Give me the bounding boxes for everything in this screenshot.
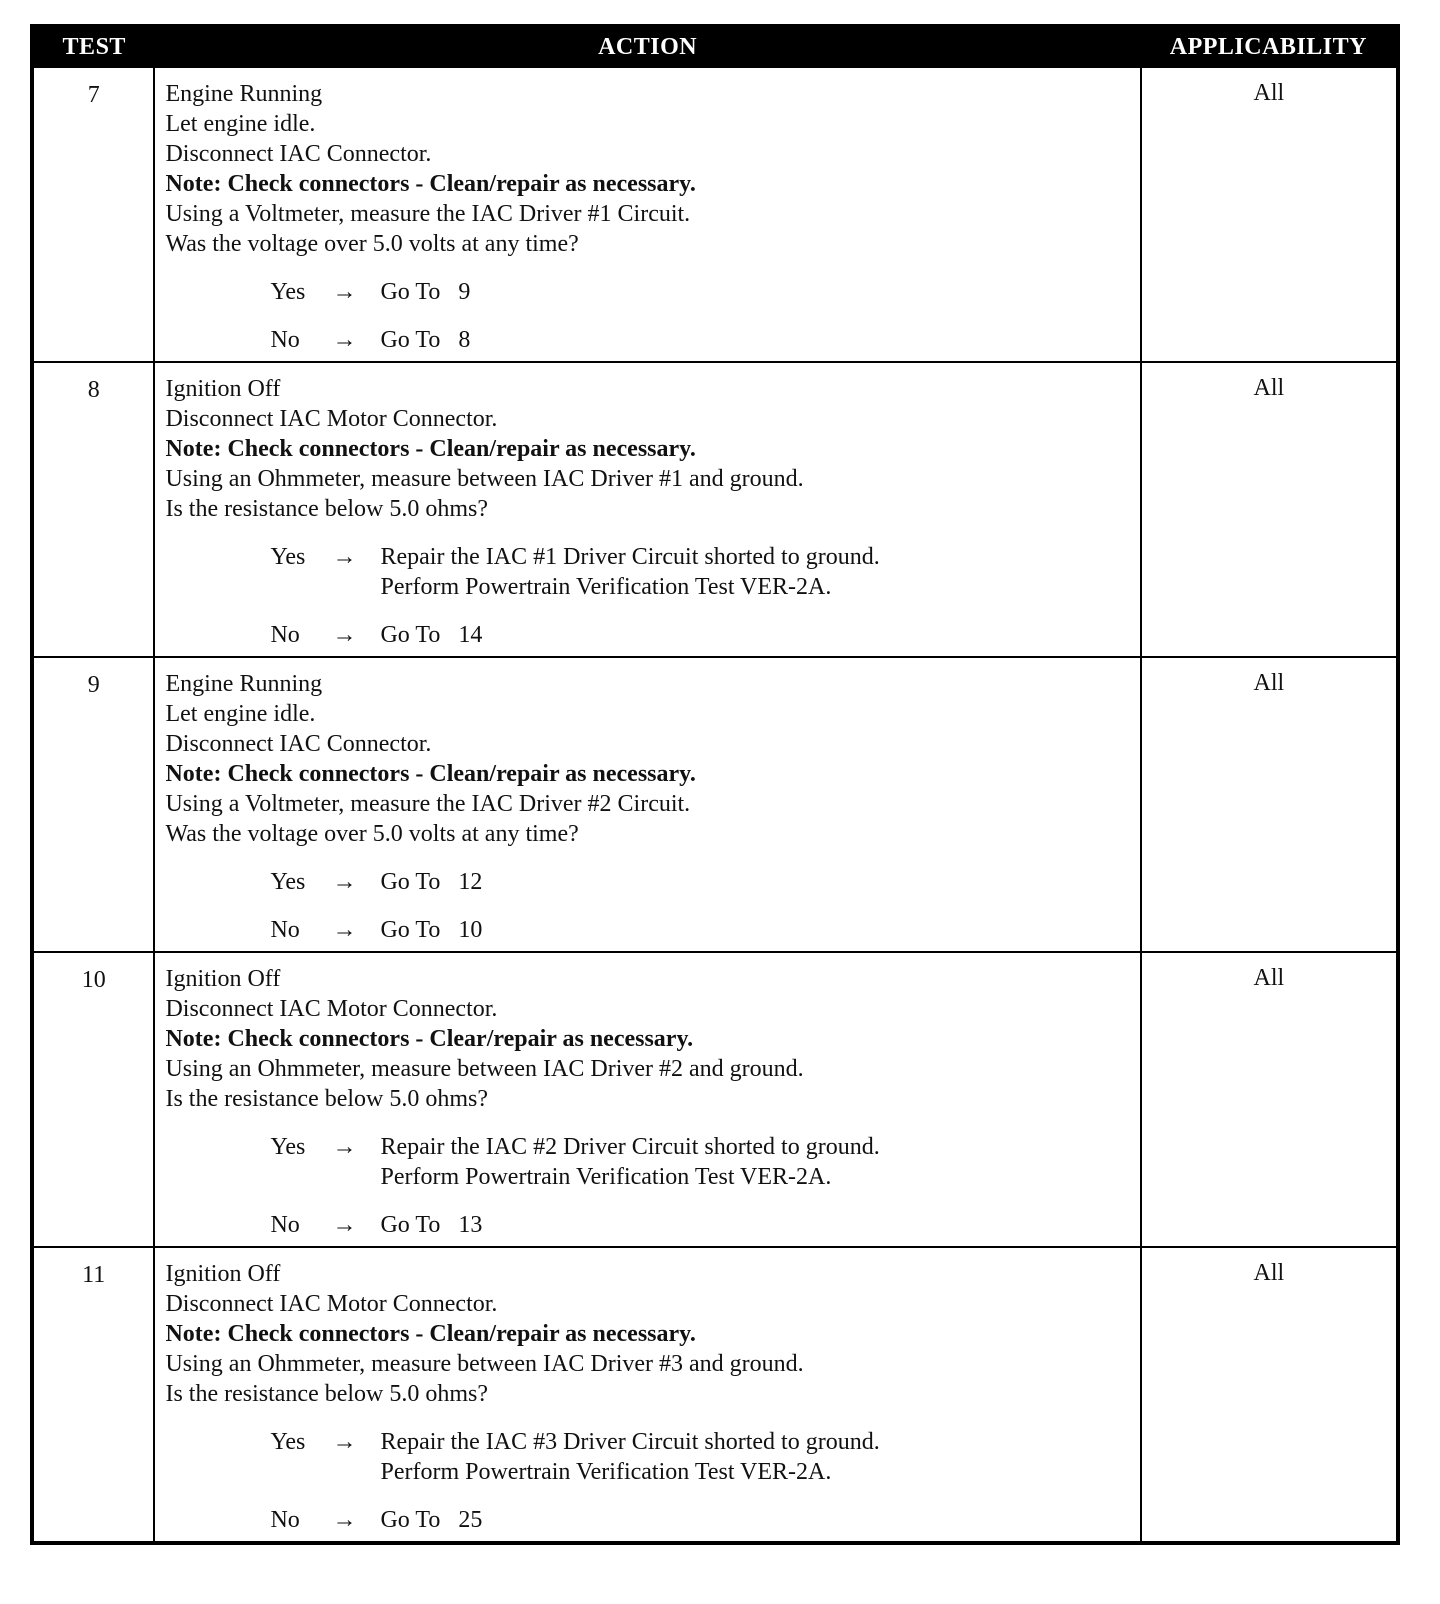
test-number: 9 (34, 657, 154, 952)
table-row (34, 657, 1396, 952)
no-outcome-line: Go To 8 (380, 327, 471, 353)
action-note: Note: Check connectors - Clean/repair as necessary. (165, 1321, 696, 1347)
yes-outcome-line: Go To 9 (380, 279, 471, 305)
arrow-right-icon: → (332, 279, 357, 305)
action-step: Is the resistance below 5.0 ohms? (165, 1086, 489, 1112)
action-step: Disconnect IAC Connector. (165, 731, 432, 757)
no-label: No (270, 917, 300, 943)
no-label: No (270, 622, 300, 648)
arrow-right-icon: → (332, 1429, 357, 1455)
yes-label: Yes (270, 544, 306, 570)
action-step: Was the voltage over 5.0 volts at any time? (165, 821, 579, 847)
yes-outcome-line: Perform Powertrain Verification Test VER-2A. (380, 1459, 832, 1485)
no-outcome-line: Go To 10 (380, 917, 483, 943)
arrow-right-icon: → (332, 1212, 357, 1238)
yes-outcome-line: Repair the IAC #1 Driver Circuit shorted to ground. (380, 544, 880, 570)
no-outcome (380, 1210, 1129, 1240)
yes-outcome-line: Repair the IAC #3 Driver Circuit shorted to ground. (380, 1429, 880, 1455)
no-label: No (270, 327, 300, 353)
action-step: Let engine idle. (165, 111, 316, 137)
yes-result (270, 542, 1129, 602)
yes-label: Yes (270, 279, 306, 305)
action-note: Note: Check connectors - Clean/repair as necessary. (165, 436, 696, 462)
yes-outcome-line: Perform Powertrain Verification Test VER-2A. (380, 1164, 832, 1190)
no-result (270, 325, 1129, 355)
table-row (34, 952, 1396, 1247)
yes-result (270, 1132, 1129, 1192)
no-result (270, 915, 1129, 945)
action-step: Ignition Off (165, 376, 281, 402)
no-outcome (380, 325, 1129, 355)
action-note: Note: Check connectors - Clean/repair as necessary. (165, 171, 696, 197)
action-step: Disconnect IAC Motor Connector. (165, 996, 498, 1022)
action-step: Using a Voltmeter, measure the IAC Driver #1 Circuit. (165, 201, 691, 227)
applicability-cell: All (1141, 362, 1396, 657)
action-step: Using an Ohmmeter, measure between IAC Driver #1 and ground. (165, 466, 804, 492)
yes-outcome (380, 277, 1129, 307)
no-label: No (270, 1212, 300, 1238)
yes-label: Yes (270, 1134, 306, 1160)
yes-outcome-line: Perform Powertrain Verification Test VER-2A. (380, 574, 832, 600)
action-step: Engine Running (165, 671, 323, 697)
arrow-right-icon: → (332, 917, 357, 943)
yes-outcome (380, 1132, 1129, 1192)
no-outcome (380, 620, 1129, 650)
yes-outcome-line: Go To 12 (380, 869, 483, 895)
no-result (270, 620, 1129, 650)
action-step: Disconnect IAC Connector. (165, 141, 432, 167)
no-outcome (380, 915, 1129, 945)
yes-result (270, 1427, 1129, 1487)
yes-outcome-line: Repair the IAC #2 Driver Circuit shorted to ground. (380, 1134, 880, 1160)
test-number: 10 (34, 952, 154, 1247)
applicability-cell: All (1141, 67, 1396, 362)
test-number: 11 (34, 1247, 154, 1541)
action-step: Engine Running (165, 81, 323, 107)
action-note: Note: Check connectors - Clear/repair as necessary. (165, 1026, 694, 1052)
yes-label: Yes (270, 1429, 306, 1455)
yes-outcome (380, 542, 1129, 602)
header-action: ACTION (154, 28, 1140, 67)
arrow-right-icon: → (332, 869, 357, 895)
table-row (34, 362, 1396, 657)
action-cell (154, 362, 1140, 657)
diagnostic-test-table (34, 28, 1396, 1541)
action-step: Using an Ohmmeter, measure between IAC Driver #3 and ground. (165, 1351, 804, 1377)
no-label: No (270, 1507, 300, 1533)
yes-outcome (380, 867, 1129, 897)
arrow-right-icon: → (332, 622, 357, 648)
table-row (34, 1247, 1396, 1541)
arrow-right-icon: → (332, 544, 357, 570)
action-step: Let engine idle. (165, 701, 316, 727)
arrow-right-icon: → (332, 1134, 357, 1160)
no-result (270, 1505, 1129, 1535)
applicability-cell: All (1141, 1247, 1396, 1541)
table-row (34, 67, 1396, 362)
applicability-cell: All (1141, 952, 1396, 1247)
header-applicability: APPLICABILITY (1141, 28, 1396, 67)
header-test: TEST (34, 28, 154, 67)
action-cell (154, 952, 1140, 1247)
arrow-right-icon: → (332, 327, 357, 353)
no-outcome-line: Go To 13 (380, 1212, 483, 1238)
action-step: Ignition Off (165, 1261, 281, 1287)
table-body (34, 67, 1396, 1541)
yes-result (270, 277, 1129, 307)
no-outcome-line: Go To 14 (380, 622, 483, 648)
applicability-cell: All (1141, 657, 1396, 952)
action-step: Disconnect IAC Motor Connector. (165, 1291, 498, 1317)
action-step: Disconnect IAC Motor Connector. (165, 406, 498, 432)
table-header-row (34, 28, 1396, 67)
yes-outcome (380, 1427, 1129, 1487)
yes-label: Yes (270, 869, 306, 895)
action-cell (154, 67, 1140, 362)
action-step: Is the resistance below 5.0 ohms? (165, 1381, 489, 1407)
action-cell (154, 1247, 1140, 1541)
action-step: Using an Ohmmeter, measure between IAC Driver #2 and ground. (165, 1056, 804, 1082)
action-step: Using a Voltmeter, measure the IAC Driver #2 Circuit. (165, 791, 691, 817)
no-outcome-line: Go To 25 (380, 1507, 483, 1533)
no-result (270, 1210, 1129, 1240)
action-cell (154, 657, 1140, 952)
test-number: 8 (34, 362, 154, 657)
action-step: Ignition Off (165, 966, 281, 992)
diagnostic-table-frame (30, 24, 1400, 1545)
action-note: Note: Check connectors - Clean/repair as necessary. (165, 761, 696, 787)
action-step: Is the resistance below 5.0 ohms? (165, 496, 489, 522)
yes-result (270, 867, 1129, 897)
arrow-right-icon: → (332, 1507, 357, 1533)
action-step: Was the voltage over 5.0 volts at any time? (165, 231, 579, 257)
test-number: 7 (34, 67, 154, 362)
no-outcome (380, 1505, 1129, 1535)
